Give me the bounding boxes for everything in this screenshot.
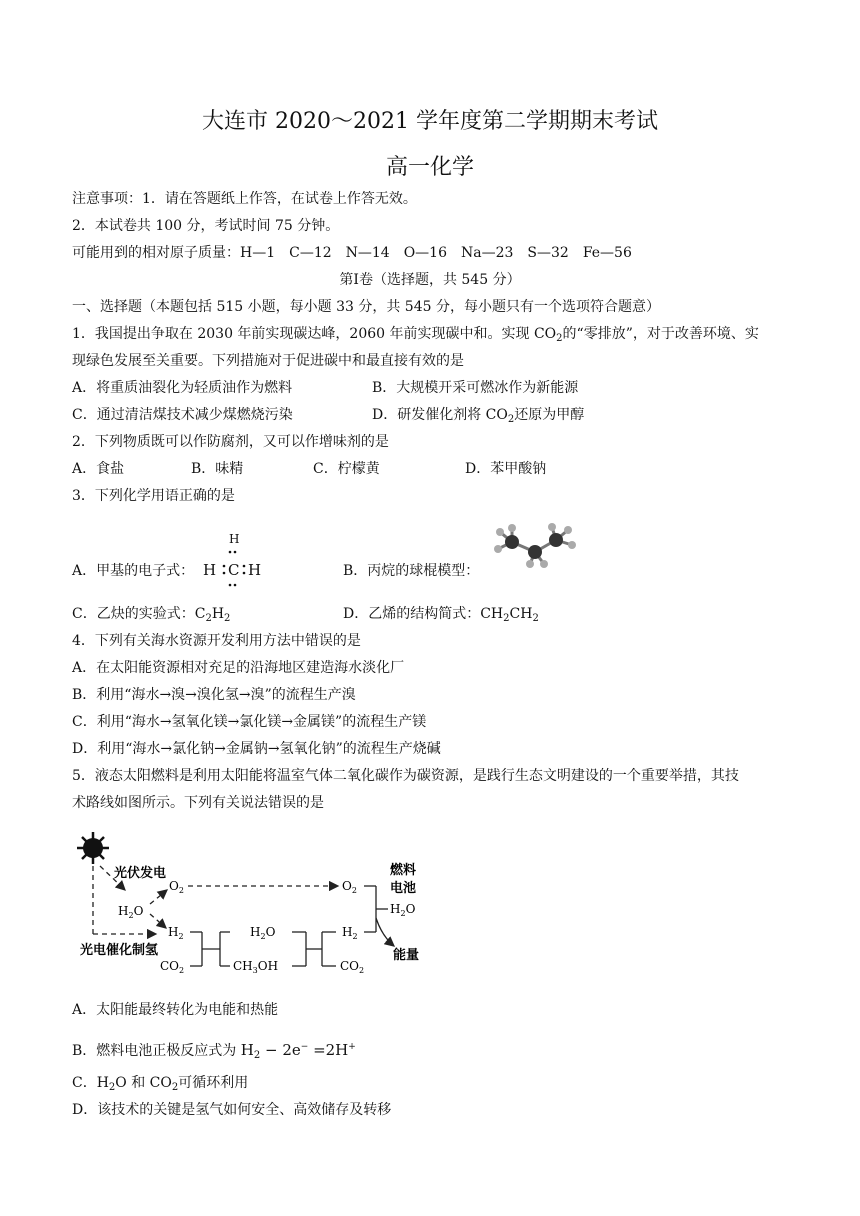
ed-carbon: C bbox=[228, 561, 240, 579]
q1-option-d bbox=[372, 405, 584, 430]
q1-sub: 2 bbox=[556, 333, 563, 344]
q4-stem: 4．下列有关海水资源开发利用方法中错误的是 bbox=[72, 633, 361, 649]
q4-option-b: B．利用“海水→溴→溴化氢→溴”的流程生产溴 bbox=[72, 687, 356, 703]
q3-d-sub2: 2 bbox=[532, 613, 539, 624]
pv-label: 光伏发电 bbox=[114, 866, 167, 881]
q5-b-equation bbox=[241, 1041, 356, 1059]
q3-c-sub1: 2 bbox=[205, 613, 212, 624]
q5-stem-line1: 5．液态太阳燃料是利用太阳能将温室气体二氧化碳作为碳资源，是践行生态文明建设的一个重要举措，其技 bbox=[72, 768, 739, 784]
q5-option-d: D．该技术的关键是氢气如何安全、高效储存及转移 bbox=[72, 1102, 392, 1118]
eq-sup1: − bbox=[300, 1042, 309, 1052]
propane-ball-stick-model bbox=[490, 522, 580, 572]
co2-left: $CO_2$ bbox=[160, 959, 185, 975]
eq-mid: − 2e bbox=[260, 1041, 301, 1059]
q3-option-c bbox=[72, 604, 230, 629]
q5-option-c bbox=[72, 1073, 248, 1098]
o2-right: $O_2$ bbox=[342, 879, 357, 895]
q1-text-post: 的“零排放”，对于改善环境、实 bbox=[562, 326, 759, 342]
q5-c-sub2: 2 bbox=[171, 1082, 179, 1093]
fuel-cell-label-1: 燃料 bbox=[390, 863, 417, 878]
h2o-middle: $H_2O$ bbox=[250, 925, 276, 941]
q3-option-b: B．丙烷的球棍模型： bbox=[343, 563, 480, 579]
q3-option-d bbox=[343, 604, 539, 629]
q1-stem-line2: 现绿色发展至关重要。下列措施对于促进碳中和最直接有效的是 bbox=[72, 353, 464, 369]
methyl-electron-formula bbox=[200, 532, 270, 588]
note-1: 注意事项：1．请在答题纸上作答，在试卷上作答无效。 bbox=[72, 191, 417, 207]
q3-c-text: C．乙炔的实验式：C bbox=[72, 606, 206, 622]
q1-option-a: A．将重质油裂化为轻质油作为燃料 bbox=[72, 380, 293, 396]
solar-fuel-flow-diagram bbox=[70, 828, 440, 988]
o2-left: $O_2$ bbox=[169, 879, 184, 895]
q5-c-post: 可循环利用 bbox=[178, 1075, 249, 1091]
q5-c-mid: O 和 CO bbox=[115, 1075, 172, 1091]
eq-eq: =2H bbox=[308, 1041, 349, 1059]
energy-label: 能量 bbox=[393, 948, 420, 963]
ch3oh-middle: $CH_3OH$ bbox=[233, 959, 279, 975]
exam-title: 大连市 2020～2021 学年度第二学期期末考试 bbox=[202, 109, 658, 134]
q3-c-mid: H bbox=[211, 606, 225, 622]
co2-right: $CO_2$ bbox=[340, 959, 365, 975]
q1-d-post: 还原为甲醇 bbox=[514, 407, 585, 423]
q3-d-mid: CH bbox=[509, 606, 533, 622]
h2o-left: $H_2O$ bbox=[118, 904, 144, 920]
h2-right: $H_2$ bbox=[342, 925, 358, 941]
eq-sup2: + bbox=[348, 1042, 356, 1052]
q1-d-text: D．研发催化剂将 CO bbox=[372, 407, 508, 423]
q3-d-sub1: 2 bbox=[503, 613, 510, 624]
q2-option-c: C．柠檬黄 bbox=[313, 461, 380, 477]
volume-heading: 第Ⅰ卷（选择题，共 545 分） bbox=[339, 272, 521, 288]
q2-stem: 2．下列物质既可以作防腐剂，又可以作增味剂的是 bbox=[72, 434, 389, 450]
eq-sub: 2 bbox=[253, 1050, 261, 1061]
q4-option-c: C．利用“海水→氢氧化镁→氯化镁→金属镁”的流程生产镁 bbox=[72, 714, 427, 730]
q3-c-sub2: 2 bbox=[224, 613, 231, 624]
photocatalysis-label: 光电催化制氢 bbox=[80, 943, 159, 958]
q1-option-c: C．通过清洁煤技术减少煤燃烧污染 bbox=[72, 407, 293, 423]
q1-text: 1．我国提出争取在 2030 年前实现碳达峰，2060 年前实现碳中和。实现 CO bbox=[72, 326, 557, 342]
q3-d-text: D．乙烯的结构简式：CH bbox=[343, 606, 504, 622]
q4-option-a: A．在太阳能资源相对充足的沿海地区建造海水淡化厂 bbox=[72, 660, 405, 676]
q2-option-d: D．苯甲酸钠 bbox=[465, 461, 547, 477]
q1-d-sub: 2 bbox=[507, 414, 515, 425]
q3-option-a: A．甲基的电子式： bbox=[72, 563, 195, 579]
q4-option-d: D．利用“海水→氯化钠→金属钠→氢氧化钠”的流程生产烧碱 bbox=[72, 741, 441, 757]
q5-c-sub1: 2 bbox=[108, 1082, 116, 1093]
q1-stem-line1 bbox=[72, 324, 759, 349]
q2-option-b: B．味精 bbox=[191, 461, 244, 477]
h2-left: $H_2$ bbox=[168, 925, 184, 941]
q3-stem: 3．下列化学用语正确的是 bbox=[72, 488, 235, 504]
q5-stem-line2: 术路线如图所示。下列有关说法错误的是 bbox=[72, 795, 324, 811]
ed-left-h: H bbox=[203, 561, 217, 579]
note-2: 2．本试卷共 100 分，考试时间 75 分钟。 bbox=[72, 218, 340, 234]
atomic-masses: 可能用到的相对原子质量：H—1 C—12 N—14 O—16 Na—23 S—32 Fe—56 bbox=[72, 245, 632, 261]
ed-right-h: H bbox=[248, 561, 262, 579]
section-heading: 一、选择题（本题包括 515 小题，每小题 33 分，共 545 分，每小题只有一个选项符合题意） bbox=[72, 299, 660, 315]
q1-option-b: B．大规模开采可燃冰作为新能源 bbox=[372, 380, 579, 396]
q5-option-a: A．太阳能最终转化为电能和热能 bbox=[72, 1002, 279, 1018]
h2o-fuel-cell: $H_2O$ bbox=[390, 902, 416, 918]
q5-c-text: C．H bbox=[72, 1075, 109, 1091]
q2-option-a: A．食盐 bbox=[72, 461, 125, 477]
electron-dots bbox=[200, 532, 270, 588]
q5-b-text: B．燃料电池正极反应式为 bbox=[72, 1043, 241, 1059]
sun-icon bbox=[77, 832, 109, 864]
fuel-cell-label-2: 电池 bbox=[390, 881, 417, 896]
eq-h: H bbox=[240, 1041, 254, 1059]
q5-option-b bbox=[72, 1037, 356, 1066]
exam-subject: 高一化学 bbox=[385, 155, 474, 180]
ed-top-h: H bbox=[229, 532, 240, 546]
